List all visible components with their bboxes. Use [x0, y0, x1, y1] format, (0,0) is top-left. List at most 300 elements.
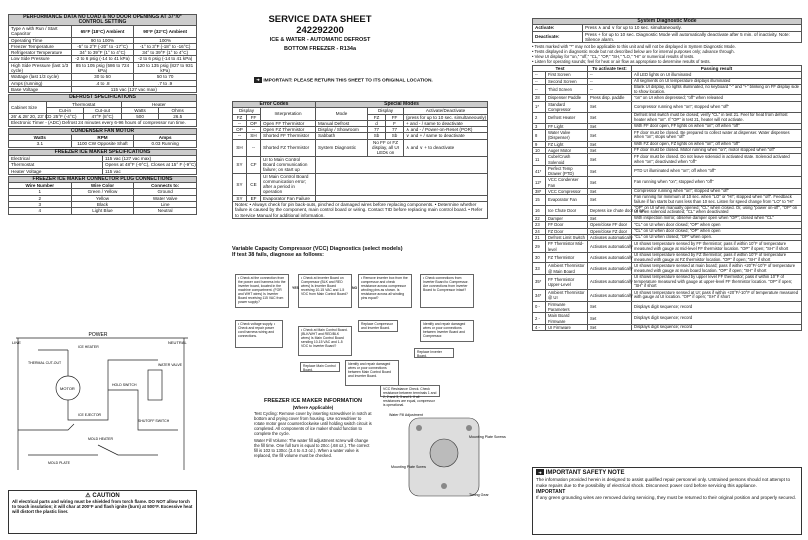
- diag-cell: 10: [533, 147, 546, 153]
- diag-row: [533, 324, 802, 330]
- perf-cell: Base Voltage: [9, 86, 72, 92]
- plug-cell: Light Blue: [71, 208, 134, 214]
- cutin-value: 25°F (-4°C): [46, 114, 84, 120]
- shutoff-switch-label: SHUTOFF SWITCH: [138, 419, 170, 423]
- error-cell: [316, 173, 488, 195]
- error-cell: + and - / same to deactivate: [404, 120, 488, 126]
- diag-cell: 23: [533, 222, 546, 228]
- perf-row: [9, 62, 197, 74]
- fz-header: FZ: [368, 114, 386, 120]
- thermal-label: THERMAL CUT-OUT: [28, 361, 62, 365]
- error-row: [233, 139, 488, 156]
- diag-cell: Set: [588, 123, 632, 129]
- test-header: Test: [533, 66, 588, 72]
- plate-screws-label: Mounting Plate Screws: [469, 435, 506, 439]
- icemaker-table: [8, 149, 197, 175]
- thermostat-label: Thermostat: [46, 101, 121, 107]
- diag-cell: Set: [588, 324, 632, 330]
- safety-text-2: If any green grounding wires are removed during servicing, they must be returned to their original position and properly secured.: [536, 495, 796, 500]
- diag-cell: FF Thermistor Upper-Level: [546, 274, 588, 289]
- notice-icon: ➜: [536, 469, 544, 475]
- plug-cell: Ground: [134, 189, 197, 195]
- diag-row: [533, 113, 802, 123]
- diag-cell: Activates automatically: [588, 263, 632, 275]
- diag-cell: Third Screen: [546, 85, 588, 95]
- perf-cell: Type A with Run / Start Capacitor: [9, 26, 72, 38]
- diag-note: • Tests displayed in diagnostic mode but not described below are for internal purposes only; advance through.: [532, 49, 735, 55]
- ice-heater-label: ICE HEATER: [78, 345, 99, 349]
- diag-cell: 28: [533, 95, 546, 101]
- vcc-step-box: • Check at the connection from the power cord harness into the inverter board, located in the machine compartment. (FOR and WHT wires) Is Inverter Board receiving 115 VAC from power supply?: [235, 274, 289, 308]
- plug-title: FREEZER ICE MAKER CONNECTOR PLUG CONNECTIONS: [9, 176, 197, 182]
- diag-cell: Activates automatically: [588, 274, 632, 289]
- icemaker-value: 115 vac: [103, 168, 197, 174]
- fan-value: 3.1: [9, 141, 72, 147]
- timing-gear-label: Timing Gear: [469, 493, 489, 497]
- error-cell: Manual Defrost: [316, 120, 368, 126]
- perf-cell: 100%: [134, 37, 197, 43]
- diag-cell: UI shows temperature sensed at main board; pass if within +20°F/-10°F of temperature measured with gauge at main board location. "OP" if open; "SH" if short: [632, 263, 802, 275]
- safety-note-box: [532, 467, 802, 535]
- watts-value: 500: [121, 114, 159, 120]
- part-number: 242292200: [296, 25, 344, 36]
- line-label: LINE: [12, 340, 21, 345]
- cutout-value: 47°F (8°C): [84, 114, 122, 120]
- diag-cell: 3: [533, 123, 546, 129]
- vcc-step-box: • Check at Main Control Board. (BLK/WHT and RED/BLK wires) Is Main Control Board sending 10-15 VAC and 1-5 VDC to Inverter Board?: [298, 326, 352, 356]
- plug-cell: Line: [134, 202, 197, 208]
- diag-cell: 33: [533, 263, 546, 275]
- error-cell: No FF or FZ display, all UI LEDs on: [368, 139, 404, 156]
- activate-test-header: To activate test:: [588, 66, 632, 72]
- diag-cell: UI shows temperature sensed at UI; pass if within +20°F/-10°F of temperature measured with gauge at UI location. "OP" if open; "SH" if short: [632, 290, 802, 302]
- diag-cell: 30: [533, 252, 546, 262]
- diag-cell: Open/close FF door: [588, 222, 632, 228]
- diag-cell: "CL" on UI when door closed; "OP" when open: [632, 228, 802, 234]
- diag-cell: PTD UI illuminated when "on"; off when "off": [632, 165, 802, 177]
- diag-cell: 9: [533, 141, 546, 147]
- icemaker-label: Heater Voltage: [9, 168, 103, 174]
- icemaker-label: Electrical: [9, 155, 103, 161]
- plug-cell: 1: [9, 189, 72, 195]
- vcc-step-box: • Check at Inverter Board on Compressor (BLK and RED wires) Is Inverter Board receiving 10-15 VAC and 1-5 VDC from Main Control Board?: [298, 274, 352, 308]
- watts-label: Watts: [121, 107, 159, 113]
- water-fill-text: Water Fill Volume: The water fill adjustment screw will change the fill time. One full turn is equal to 20cc (.68 oz.). The correct fill is 102 to 130cc (3.4 to 4.3 oz.). When a water valve is replaced, the fill volume must be checked.: [254, 438, 370, 458]
- diag-cell: 11: [533, 154, 546, 166]
- diag-cell: Water Valve (Dispenser): [546, 130, 588, 142]
- diagnostic-tests-table: [532, 65, 802, 331]
- vcc-step-box: • Check connections from Inverter Board to Compressor. Are connections from Inverter Board to Compressor intact?: [420, 274, 474, 308]
- error-codes-section: [232, 101, 488, 219]
- error-cell: --: [247, 127, 261, 133]
- cutout-label: Cut-out: [84, 107, 122, 113]
- mode-header: Mode: [316, 108, 368, 121]
- diag-cell: Defrost Heater: [546, 113, 588, 123]
- diag-cell: 15: [533, 195, 546, 205]
- fan-header: Watts: [9, 135, 72, 141]
- activate-subheader: (press for up to 10 sec. simultaneously): [404, 114, 488, 120]
- diag-notes: [532, 43, 802, 65]
- error-cell: CF: [247, 156, 261, 173]
- diag-cell: 38*: [533, 189, 546, 195]
- error-cell: ∨ and + / same to deactivate: [404, 133, 488, 139]
- diag-cell: Perfect Temp Drawer (PTD): [546, 165, 588, 177]
- subtitle-1: ICE & WATER - AUTOMATIC DEFROST: [269, 37, 371, 43]
- error-cell: OP: [233, 127, 247, 133]
- perf-cell: Refrigerator Temperature: [9, 50, 72, 56]
- icemaker-value: Opens at 48°F (-9°C), Closes at 15° F (-9°C): [103, 162, 197, 168]
- diag-cell: Main Board Firmware: [546, 313, 588, 325]
- fan-value: 1100 CW Opposite Shaft: [71, 141, 134, 147]
- perf-row: [9, 86, 197, 92]
- diag-cell: Press disp. paddle: [588, 95, 632, 101]
- perf-cell: Operating Time: [9, 37, 72, 43]
- diag-cell: FF Door: [546, 222, 588, 228]
- diag-cell: Ambient Thermistor @ UI: [546, 290, 588, 302]
- diag-cell: Defrost Limit Switch: [546, 235, 588, 241]
- error-cell: Sb: [386, 133, 404, 139]
- hold-switch-label: HOLD SWITCH: [112, 383, 137, 387]
- diag-cell: --: [588, 85, 632, 95]
- freezer-info-box: [254, 398, 372, 458]
- error-cell: d: [368, 120, 386, 126]
- plug-cell: Neutral: [134, 208, 197, 214]
- error-cell: F: [386, 120, 404, 126]
- perf-cell: 65°F (18°C) Ambient: [71, 26, 134, 38]
- diag-cell: Defrost limit switch must be closed; verify "CL" in test 21. Feel for heat from defrost heater when "on". If "OP" in test 21, heater will not activate.: [632, 113, 802, 123]
- error-cell: ∧ and ∨ + to deactivate: [404, 139, 488, 156]
- neutral-label: NEUTRAL: [168, 340, 187, 345]
- error-cell: OP: [247, 120, 261, 126]
- diag-cell: 35*: [533, 274, 546, 289]
- diag-cell: FF door must be closed. Be prepared to collect water at dispenser. Water dispenses when "on"; stops when "off": [632, 130, 802, 142]
- deactivate-value: Press + for up to 10 sec. Diagnostic Mode will automatically deactivate after 5 min. of inactivity. Note: Silence alarm.: [583, 31, 802, 43]
- diag-cell: "OP" on UI when manually opened; "CL" when closed. Or, using "power on-off", "OP" on UI when solenoid activated; "CL" when deactivated: [632, 205, 802, 215]
- plug-table: [8, 176, 197, 215]
- diag-cell: 21: [533, 235, 546, 241]
- perf-row: [9, 26, 197, 38]
- perf-cell: Low Side Pressure: [9, 56, 72, 62]
- perf-cell: High Side Pressure (last 1/3 cycle): [9, 62, 72, 74]
- error-cell: Shorted FF Thermistor: [261, 133, 316, 139]
- diag-cell: Damper: [546, 216, 588, 222]
- important-banner: [254, 77, 482, 84]
- perf-cell: .4 to .8: [71, 80, 134, 86]
- perf-cell: -2 to 6 psig (-14 to 41 kPa): [134, 56, 197, 62]
- plug-header: Wire Color: [71, 183, 134, 189]
- freezer-info-subtitle: (Where Applicable): [292, 405, 334, 410]
- diag-cell: 22: [533, 216, 546, 222]
- fan-header: Amps: [134, 135, 197, 141]
- diag-cell: Set: [588, 141, 632, 147]
- error-cell: [316, 156, 488, 173]
- safety-title: [536, 469, 798, 477]
- performance-title: PERFORMANCE DATA NO LOAD & NO DOOR OPENINGS AT 37°/0° CONTROL SETTING: [9, 15, 197, 26]
- diag-cell: --: [533, 78, 546, 84]
- error-notes: Notes: • Always check for pin back-outs, pinched or damaged wires before replacing components. • Determine whether failure is caused by the component, main control board or wiring. Contact TID before replacing main control board. • Refer to Service Manual for additional information.: [233, 202, 488, 219]
- error-codes-title: Error Codes: [233, 102, 316, 108]
- perf-cell: -2 to 6 psig (-14 to 41 kPa): [71, 56, 134, 62]
- diag-cell: Set: [588, 147, 632, 153]
- error-cell: Display / Showroom: [316, 127, 368, 133]
- error-cell: UI Main Control Board communication error; after a period in operation: [261, 173, 316, 195]
- diag-cell: 4 -: [533, 324, 546, 330]
- vcc-step-box: Identify and repair damaged wires or poor connections between Main Control Board and Inverter Board.: [345, 360, 399, 386]
- heater-label: Heater: [121, 101, 196, 107]
- notice-icon: ➜: [254, 77, 262, 83]
- diag-cell: FF door must be closed. Do not leave solenoid in activated state. Solenoid activated when "on"; deactivated when "off": [632, 154, 802, 166]
- diag-cell: Set: [588, 216, 632, 222]
- diag-cell: Set: [588, 195, 632, 205]
- error-cell: Open FF Thermistor: [261, 120, 316, 126]
- error-cell: ∧ and - / Power-on-Reset (POR): [404, 127, 488, 133]
- activate-label: Activate:: [533, 25, 583, 31]
- error-cell: Sb: [368, 133, 386, 139]
- diag-cell: --: [533, 85, 546, 95]
- diag-cell: With FF door open, FF lights on when "on"; off when "off": [632, 123, 802, 129]
- diag-cell: Activates automatically: [588, 235, 632, 241]
- safety-heading: IMPORTANT SAFETY NOTE: [545, 470, 625, 476]
- diag-cell: FF Light: [546, 123, 588, 129]
- plug-cell: 2: [9, 195, 72, 201]
- plug-cell: Black: [71, 202, 134, 208]
- diag-row: [533, 241, 802, 253]
- diag-cell: Ice Chute Door: [546, 205, 588, 215]
- error-cell: SY: [233, 156, 247, 173]
- diag-cell: Standard Compressor: [546, 101, 588, 113]
- diag-cell: With FZ door open, FZ lights on when "on"; off when "off": [632, 141, 802, 147]
- plug-cell: Green / Yellow: [71, 189, 134, 195]
- important-label: IMPORTANT: [536, 489, 566, 495]
- mold-plate-label: MOLD PLATE: [48, 461, 70, 465]
- diag-cell: Fan running when "on"; stopped when "off": [632, 177, 802, 189]
- diag-cell: "CL" on UI when door closed; "OP" when open: [632, 222, 802, 228]
- perf-cell: -5° to 2°F (-20° to -17°C): [71, 43, 134, 49]
- perf-cell: 90°F (32°C) Ambient: [134, 26, 197, 38]
- diag-row: [533, 274, 802, 289]
- plug-header: Connects to:: [134, 183, 197, 189]
- passing-result-header: Passing result: [632, 66, 802, 72]
- ice-maker-wiring-diagram: [8, 330, 197, 476]
- diag-cell: FF door must be closed. Motor running when "on"; motor stopped when "off": [632, 147, 802, 153]
- diag-cell: UI Firmware: [546, 324, 588, 330]
- ohms-label: Ohms: [159, 107, 197, 113]
- mold-heater-label: MOLD HEATER: [88, 437, 114, 441]
- plug-cell: 3: [9, 202, 72, 208]
- cabinet-label: Cabinet Size: [9, 101, 47, 114]
- ff-header: FF: [386, 114, 404, 120]
- error-cell: 77: [386, 127, 404, 133]
- error-row: [233, 173, 488, 195]
- perf-row: [9, 37, 197, 43]
- diag-row: [533, 101, 802, 113]
- diag-row: [533, 313, 802, 325]
- plug-cell: Water Valve: [134, 195, 197, 201]
- diag-cell: 2 -: [533, 313, 546, 325]
- vcc-subtitle: If test 38 fails, diagnose as follows:: [232, 252, 324, 258]
- diag-cell: FZ Thermistor: [546, 252, 588, 262]
- error-cell: UI to Main Control Board communication failure; on start up: [261, 156, 316, 173]
- fan-table: [8, 128, 197, 148]
- column-left: [8, 14, 197, 215]
- diag-cell: Compressor running when "on"; stopped when "off": [632, 101, 802, 113]
- error-cell: SY: [233, 195, 247, 201]
- diag-note: • Tests marked with "*" may not be applicable to this unit and will not be displayed in System Diagnostic Mode.: [532, 44, 736, 50]
- diag-row: [533, 205, 802, 215]
- vcc-step-box: Replace Compressor and Inverter Board.: [358, 320, 398, 332]
- motor-label: MOTOR: [60, 386, 75, 391]
- error-cell: EF: [247, 195, 261, 201]
- ice-maker-diagram: [389, 408, 504, 503]
- cutin-label: Cut-in: [46, 107, 84, 113]
- diag-row: [533, 154, 802, 166]
- deactivate-label: Deactivate:: [533, 31, 583, 43]
- electronic-timer: Electronic Timer - (ADC) Defrost 24 minutes every 6-96 hours of compressor run time.: [9, 120, 197, 126]
- freezer-info-title: FREEZER ICE MAKER INFORMATION: [264, 398, 362, 404]
- defrost-title: DEFROST SPECIFICATIONS: [9, 95, 197, 101]
- perf-cell: 120 to 135 psig (827 to 931 kPa): [134, 62, 197, 74]
- fill-adjust-label: Water Fill Adjustment: [389, 413, 423, 417]
- perf-cell: 34° to 39°F (1° to 4°C): [71, 50, 134, 56]
- performance-table: [8, 14, 197, 93]
- diag-cell: UI shows temperature sensed by FZ thermistor; pass if within 10°F of temperature measured with gauge at FZ thermistor location. "OP" if open; "SH" if short: [632, 252, 802, 262]
- water-valve-label: WATER VALVE: [158, 363, 182, 367]
- vcc-step-box: • Check voltage supply. • Check and repair power cord harness wiring and connections.: [235, 320, 283, 348]
- diag-row: [533, 301, 802, 313]
- diag-cell: Second Screen: [546, 78, 588, 84]
- error-cell: Shorted FZ Thermistor: [261, 139, 316, 156]
- error-cell: --: [233, 120, 247, 126]
- perf-cell: 90 to 100%: [71, 37, 134, 43]
- diag-cell: Activates automatically: [588, 241, 632, 253]
- error-cell: Open FZ Thermistor: [261, 127, 316, 133]
- diag-cell: Evaporator Fan: [546, 195, 588, 205]
- plug-cell: Yellow: [71, 195, 134, 201]
- cabinet-value: 26' & 28' 20, 23' CD: [9, 114, 47, 120]
- diag-cell: Fan running for minimum of 10 sec. when "LO" or "HI"; stopped when "off". Feedback failure if fan starts but runs less than 10 sec. Listen for speed change from "LO" to "HI": [632, 195, 802, 205]
- perf-row: [9, 80, 197, 86]
- diag-cell: 1*: [533, 101, 546, 113]
- fan-header: RPM: [71, 135, 134, 141]
- error-cell: Evaporator Fan Failure: [261, 195, 316, 201]
- diag-cell: Ambient Thermistor @ Main Board: [546, 263, 588, 275]
- diag-cell: FZ Light: [546, 141, 588, 147]
- freezer-info-section: [254, 398, 514, 508]
- diag-cell: Firmware Parameters: [546, 301, 588, 313]
- diag-cell: All segments on UI temperature displays illuminated: [632, 78, 802, 84]
- diag-row: [533, 290, 802, 302]
- diag-row: [533, 263, 802, 275]
- vcc-title: Variable Capacity Compressor (VCC) Diagnostics (select models): [232, 246, 403, 252]
- diag-cell: FF Thermistor Mid-level: [546, 241, 588, 253]
- diag-cell: Set: [588, 130, 632, 142]
- diag-cell: Set: [588, 165, 632, 177]
- perf-cell: .7 to .9: [134, 80, 197, 86]
- perf-cell: 85 to 105 psig (586 to 724 kPa): [71, 62, 134, 74]
- diag-cell: Dispenser Paddle: [546, 95, 588, 101]
- error-cell: SH: [233, 139, 247, 156]
- diag-cell: Open/close FZ door: [588, 228, 632, 234]
- activate-value: Press ∧ and ∨ for up to 10 sec. simultaneously.: [583, 25, 802, 31]
- diag-cell: 29: [533, 241, 546, 253]
- diag-cell: First Screen: [546, 72, 588, 78]
- diag-cell: Set: [588, 101, 632, 113]
- diagnostic-header-table: [532, 18, 802, 43]
- diag-cell: Displays digit sequence; record: [632, 301, 802, 313]
- icemaker-label: Thermostat: [9, 162, 103, 168]
- fan-title: CONDENSER FAN MOTOR: [9, 128, 197, 134]
- diag-cell: VCC Compressor: [546, 189, 588, 195]
- sheet-title: SERVICE DATA SHEET: [268, 14, 372, 25]
- ff-header: FF: [247, 114, 261, 120]
- perf-row: [9, 50, 197, 56]
- diag-cell: Displays digit sequence; record: [632, 313, 802, 325]
- diag-cell: --: [588, 72, 632, 78]
- error-cell: SH: [247, 133, 261, 139]
- caution-text: All electrical parts and wiring must be shielded from torch flame. DO NOT allow torch to touch insulation; it will char at 200°F and flash ignite (burn) at 500°F. Excessive heat will distort the plastic liner.: [12, 499, 193, 515]
- diag-cell: Set: [588, 154, 632, 166]
- diag-cell: Activates automatically: [588, 252, 632, 262]
- diag-cell: 2: [533, 113, 546, 123]
- diag-cell: "CL" on UI when closed; "OP" when open.: [632, 235, 802, 241]
- error-cell: SY: [233, 173, 247, 195]
- vcc-no-label: NO: [352, 286, 358, 290]
- plug-header: Wire Number: [9, 183, 72, 189]
- ohms-value: 26.5: [159, 114, 197, 120]
- error-cell: Sabbath: [316, 133, 368, 139]
- perf-row: [9, 74, 197, 80]
- fz-header: FZ: [233, 114, 247, 120]
- vcc-step-box: VCC Resistance Check. Check resistance between terminals 1 and 2, 2 and 3, 3 and 1. If all resistances are equal, compressor is operational.: [380, 385, 440, 397]
- perf-cell: Wattage (last 1/3 cycle): [9, 74, 72, 80]
- power-label: POWER: [88, 332, 108, 338]
- perf-cell: 115 vac (127 vac max): [71, 86, 196, 92]
- diag-note: • View UI display for "on," "off," "CL," "OP," "SH," "LO," "HI" or numerical results of tests.: [532, 54, 695, 60]
- diag-cell: UI shows temperature sensed by FF thermistor; pass if within 10°F of temperature measured with gauge at mid-level FF thermistor location. "OP" if open; "SH" if short: [632, 241, 802, 253]
- diag-cell: Set: [588, 189, 632, 195]
- caution-heading: CAUTION: [92, 493, 120, 499]
- diag-cell: Blank UI display, no lights illuminated, no keyboard "-" and "+" blinking on FF display side to show location.: [632, 85, 802, 95]
- diagnostic-section: [532, 18, 802, 331]
- plug-cell: 4: [9, 208, 72, 214]
- icemaker-title: FREEZER ICE MAKER SPECIFICATIONS: [9, 149, 197, 155]
- perf-cell: -1° to 3°F (-18° to -16°C): [134, 43, 197, 49]
- diag-title: System Diagnostic Mode: [533, 19, 802, 25]
- error-cell: System Diagnostic: [316, 139, 368, 156]
- display-header: Display: [233, 108, 261, 114]
- diag-cell: "on" on UI when depressed; "off" when released: [632, 95, 802, 101]
- defrost-table: [8, 94, 197, 126]
- diag-cell: 12*: [533, 177, 546, 189]
- diag-cell: --: [588, 78, 632, 84]
- error-cell: CE: [247, 173, 261, 195]
- diag-cell: Set: [588, 313, 632, 325]
- diag-row: [533, 195, 802, 205]
- subtitle-2: BOTTOM FREEZER - R134a: [283, 46, 357, 52]
- important-text: IMPORTANT: PLEASE RETURN THIS SHEET TO ITS ORIGINAL LOCATION.: [263, 78, 433, 84]
- ice-ejector-label: ICE EJECTOR: [78, 413, 102, 417]
- display-header: Display: [368, 108, 404, 114]
- diag-cell: Depress ice chute door or set: [588, 205, 632, 215]
- diag-row: [533, 165, 802, 177]
- diag-cell: Compressor running when "on"; stopped when "off": [632, 189, 802, 195]
- special-modes-title: Special Modes: [316, 102, 488, 108]
- diag-row: [533, 252, 802, 262]
- vcc-yes-label: YES: [292, 286, 300, 290]
- diag-row: [533, 85, 802, 95]
- perf-row: [9, 43, 197, 49]
- icemaker-value: 115 vac (127 vac max): [103, 155, 197, 161]
